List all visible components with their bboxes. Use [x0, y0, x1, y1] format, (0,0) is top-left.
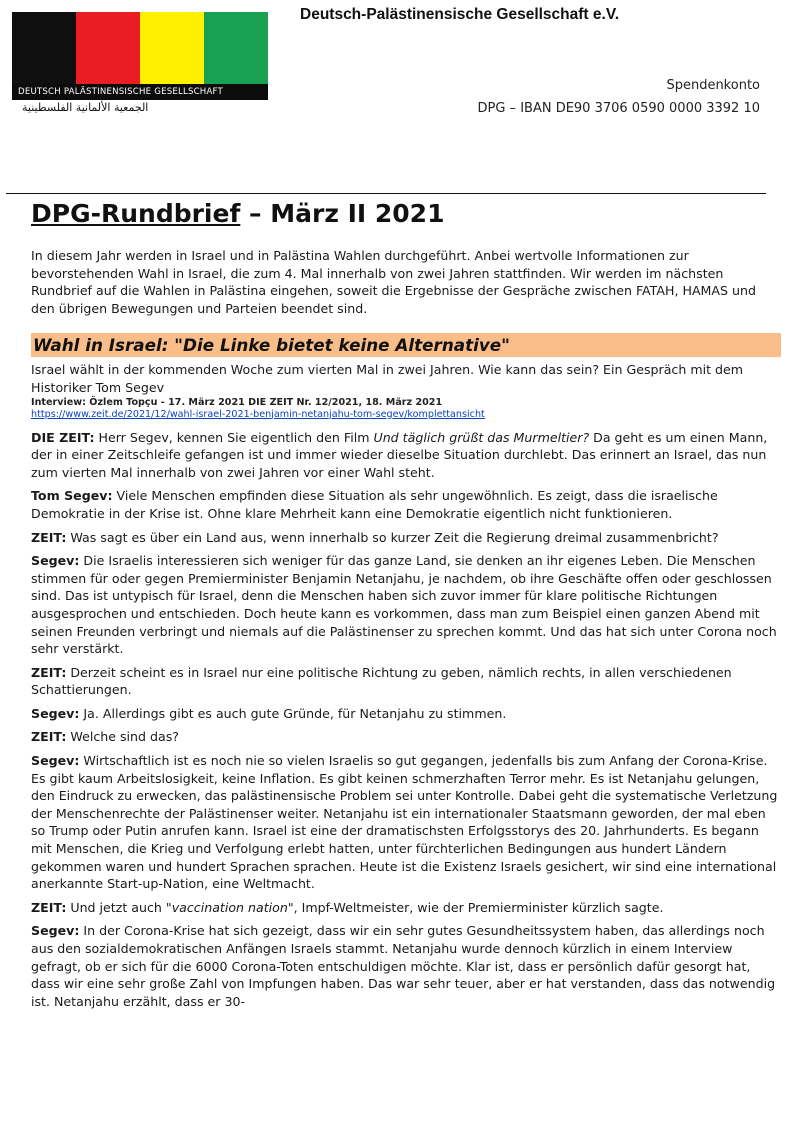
speaker-label: ZEIT:: [31, 899, 67, 915]
speaker-label: Segev:: [31, 923, 80, 939]
interview-meta: Interview: Özlem Topçu - 17. März 2021 DIE ZEIT Nr. 12/2021, 18. März 2021: [31, 396, 443, 408]
question-text: Was sagt es über ein Land aus, wenn innerhalb so kurzer Zeit die Regierung dreimal zusammenbricht?: [66, 529, 719, 545]
donation-label: Spendenkonto: [666, 78, 760, 93]
answer-text: In der Corona-Krise hat sich gezeigt, dass wir ein sehr gutes Gesundheitssystem haben, das allerdings noch aus den sozialdemokratischen Anfängen Israels stammt. Netanjahu wurde dennoch kürzlich in einem Interview gefragt, ob er sich für die 6000 Corona-Toten entschuldigen möchte. Klar ist, dass er persönlich dafür gesorgt hat, dass wir eine sehr große Zahl von Impfungen haben. Das war sehr teuer, aber er hat verstanden, dass das notwendig ist. Netanjahu erzählt, dass er 30-: [31, 923, 776, 1009]
quoted-phrase: "vaccination nation": [165, 899, 294, 915]
speaker-label: Tom Segev:: [31, 488, 113, 504]
qa-paragraph: [31, 705, 779, 723]
answer-text: Herr Segev, kennen Sie eigentlich den Film: [94, 429, 374, 445]
qa-paragraph: [31, 899, 779, 917]
qa-paragraph: [31, 552, 779, 658]
title-main: DPG-Rundbrief: [31, 199, 241, 228]
title-suffix: – März II 2021: [240, 199, 445, 228]
qa-paragraph: [31, 529, 779, 547]
qa-paragraph: [31, 922, 779, 1010]
qa-paragraph: [31, 664, 779, 699]
speaker-label: ZEIT:: [31, 529, 67, 545]
section-heading: Wahl in Israel: "Die Linke bietet keine Alternative": [31, 333, 781, 357]
intro-paragraph: In diesem Jahr werden in Israel und in Palästina Wahlen durchgeführt. Anbei wertvolle Informationen zur bevorstehenden Wahl in Israel, die zum 4. Mal innerhalb von zwei Jahren stattfinden. Wir werden im nächsten Rundbrief auf die Wahlen in Palästina eingehen, soweit die Ergebnisse der Gespräche zwischen FATAH, HAMAS und den übrigen Bewegungen und Parteien beendet sind.: [31, 248, 756, 316]
article-body: [31, 247, 779, 1016]
question-text: Derzeit scheint es in Israel nur eine politische Richtung zu geben, nämlich rechts, in allen verschiedenen Schattierungen.: [31, 664, 732, 698]
speaker-label: Segev:: [31, 705, 80, 721]
donation-iban: DPG – IBAN DE90 3706 0590 0000 3392 10: [477, 101, 760, 116]
speaker-label: Segev:: [31, 553, 80, 569]
speaker-label: Segev:: [31, 753, 80, 769]
answer-text: Ja. Allerdings gibt es auch gute Gründe, für Netanjahu zu stimmen.: [79, 705, 507, 721]
logo-text: DEUTSCH PALÄSTINENSISCHE GESELLSCHAFT: [12, 84, 268, 100]
answer-text: Die Israelis interessieren sich weniger für das ganze Land, sie denken an ihr eigenes Leben. Die Menschen stimmen für oder gegen Premierminister Benjamin Netanjahu, je nachdem, ob ihre Geschäfte offen oder geschlossen sind. Das ist untypisch für Israel, denn die Menschen haben sich zuvor immer für klare politische Richtungen ausgesprochen und entschieden. Doch heute kann es vorkommen, dass man zum Beispiel einen ganzen Abend mit seinen Freunden verbringt und niemals auf die Palästinenser zu sprechen kommt. Und das hat sich unter Corona noch sehr verstärkt.: [31, 553, 777, 657]
section-lead: Israel wählt in der kommenden Woche zum vierten Mal in zwei Jahren. Wie kann das sein? Ein Gespräch mit dem Historiker Tom Segev: [31, 362, 744, 395]
speaker-label: ZEIT:: [31, 729, 67, 745]
logo-arabic-text: الجمعية الألمانية الفلسطينية: [22, 101, 149, 114]
org-name: Deutsch-Palästinensische Gesellschaft e.V.: [300, 6, 620, 23]
question-text: Welche sind das?: [66, 729, 179, 745]
source-link[interactable]: https://www.zeit.de/2021/12/wahl-israel-2021-benjamin-netanjahu-tom-segev/komplettansicht: [31, 408, 485, 420]
answer-text: Viele Menschen empfinden diese Situation als sehr ungewöhnlich. Es zeigt, dass die israelische Demokratie in der Krise ist. Ohne klare Mehrheit kann eine Demokratie eigentlich nicht funktionieren.: [31, 488, 718, 521]
qa-paragraph: [31, 487, 779, 522]
page-title: [31, 199, 444, 228]
answer-text: Wirtschaftlich ist es noch nie so vielen Israelis so gut gegangen, jedenfalls bis zum Anfang der Corona-Krise. Es gibt kaum Arbeitslosigkeit, keine Inflation. Es gibt keinen schmerzhaften Terror mehr. Es ist Netanjahu gelungen, den Eindruck zu erwecken, das palästinensische Problem sei unter Kontrolle. Dabei geht die systematische Verletzung der Menschenrechte der Palästinenser weiter. Netanjahu ist ein internationaler Staatsmann geworden, der mal eben so Trump oder Putin anrufen kann. Israel ist eine der dramatischsten Erfolgsstorys des 20. Jahrhunderts. Es begann mit Menschen, die Krieg und Verfolgung erlebt hatten, unter fürchterlichen Bedingungen aus hundert Ländern gekommen waren und hundert Sprachen sprachen. Heute ist die Existenz Israels gesichert, wir sind eine international anerkannte Start-up-Nation, eine Weltmacht.: [31, 753, 778, 892]
speaker-label: ZEIT:: [31, 664, 67, 680]
question-text: Und jetzt auch: [66, 899, 166, 915]
qa-paragraph: [31, 752, 779, 893]
qa-paragraph: [31, 728, 779, 746]
answer-text: Da geht es um einen Mann, der in einer Zeitschleife gefangen ist und immer wieder dieselbe Situation durchlebt. Das erinnert an Israel, das nun zum vierten Mal innerhalb von zwei Jahren vor einer Wahl steht.: [31, 429, 768, 480]
header-divider: [6, 193, 766, 194]
question-text: , Impf-Weltmeister, wie der Premierminister kürzlich sagte.: [293, 899, 664, 915]
film-title: Und täglich grüßt das Murmeltier?: [373, 429, 590, 445]
qa-paragraph: [31, 429, 779, 482]
speaker-label: DIE ZEIT:: [31, 429, 95, 445]
